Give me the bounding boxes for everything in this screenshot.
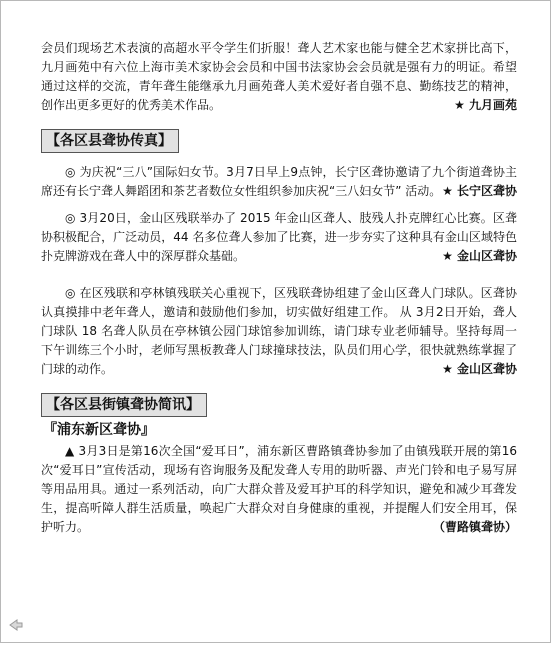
signature-caolu: （曹路镇聋协）	[432, 520, 517, 534]
news-item-changning: ◎ 为庆祝“三八”国际妇女节。3月7日早上9点钟，长宁区聋协邀请了九个街道聋协主席还有长宁聋人舞蹈团和茶艺者数位女性组织参加庆祝“三八妇女节” 活动。	[41, 165, 517, 198]
document-content	[41, 39, 517, 537]
signature-jinshan-1: ★ 金山区聋协	[442, 249, 517, 263]
section-header-county-news: 【各区县聋协传真】	[41, 129, 179, 153]
pudong-subtitle: 『浦东新区聋协』	[43, 422, 155, 438]
intro-signature: ★ 九月画苑	[454, 98, 517, 112]
back-arrow-icon[interactable]	[9, 618, 23, 632]
signature-jinshan-2: ★ 金山区聋协	[442, 362, 517, 376]
intro-paragraph: 会员们现场艺术表演的高超水平令学生们折服！聋人艺术家也能与健全艺术家拼比高下，九月画苑中有六位上海市美术家协会会员和中国书法家协会会员就是强有力的明证。希望通过这样的交流，青年聋生能继承九月画苑聋人美术爱好者自强不息、勤练技艺的精神，创作出更多更好的优秀美术作品。	[41, 41, 517, 112]
news-item-pudong-ear-day: ▲ 3月3日是第16次全国“爱耳日”，浦东新区曹路镇聋协参加了由镇残联开展的第16次“爱耳日”宣传活动，现场有咨询服务及配发聋人专用的助听器、声光门铃和电子易写屏等用品用具。通过一系列活动，向广大群众普及爱耳护耳的科学知识，避免和减少耳聋发生，提高听障人群生活质量，唤起广大群众对自身健康的重视，并提醒人们安全用耳，保护听力。	[41, 444, 517, 534]
news-item-jinshan-poker: ◎ 3月20日，金山区残联举办了 2015 年金山区聋人、肢残人扑克牌红心比赛。区聋协积极配合，广泛动员，44 名多位聋人参加了比赛，进一步夯实了这种具有金山区域特色扑克牌游戏在聋人中的深厚群众基础。	[41, 211, 517, 263]
section-header-street-news: 【各区县街镇聋协简讯】	[41, 393, 207, 417]
news-item-jinshan-gateball: ◎ 在区残联和亭林镇残联关心重视下，区残联聋协组建了金山区聋人门球队。区聋协认真摸排中老年聋人，邀请和鼓励他们参加，切实做好组建工作。 从 3月2日开始，聋人门球队 18 名聋人队员在亭林镇公园门球馆参加训练，请门球专业老师辅导。坚持每周一下午训练三个小时，老师写黑板教聋人门球撞球技法，队员们用心学，很快就熟练掌握了门球的动作。	[41, 286, 517, 376]
signature-changning: ★ 长宁区聋协	[442, 184, 517, 198]
